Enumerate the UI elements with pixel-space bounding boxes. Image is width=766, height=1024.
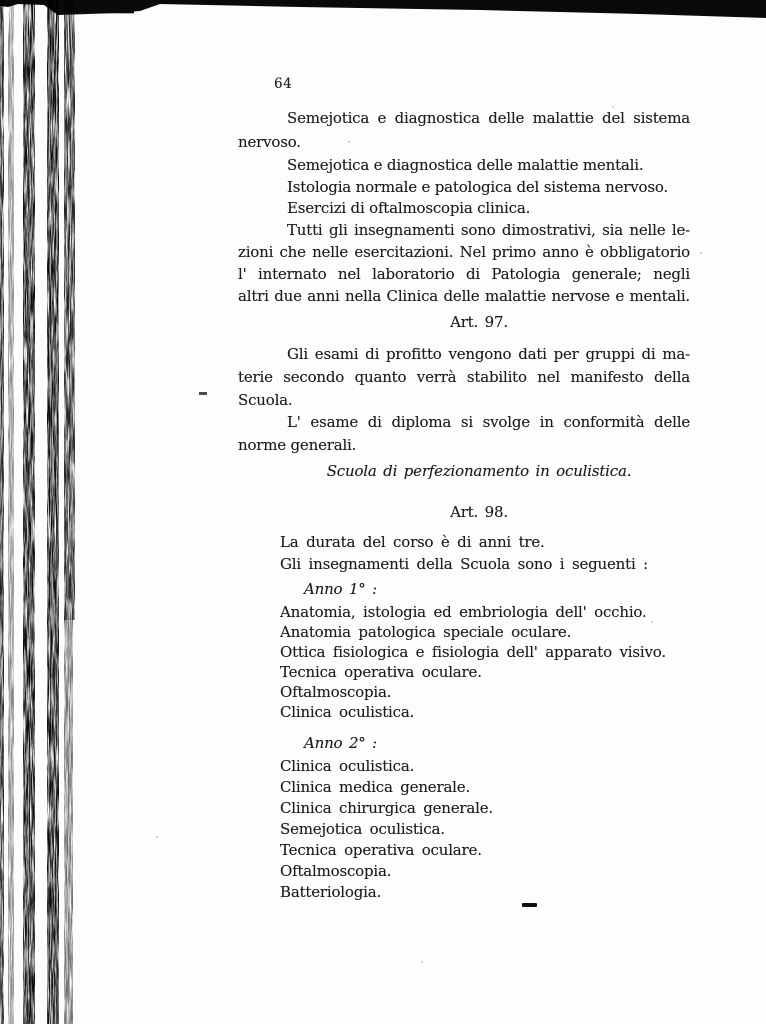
binding-streak (64, 0, 75, 620)
course-item: Ottica fisiologica e fisiologia dell' apparato visivo. (280, 643, 666, 661)
scan-top-edge-shadow (0, 0, 766, 26)
course-item: Clinica oculistica. (280, 703, 415, 721)
course-item: Tecnica operativa oculare. (280, 841, 482, 859)
course-item: Clinica oculistica. (280, 757, 415, 775)
binding-streak (64, 620, 73, 1024)
scan-speck (421, 961, 423, 963)
course-item: Batteriologia. (280, 883, 382, 901)
course-item: Oftalmoscopia. (280, 862, 392, 880)
section-heading-oculistica: Scuola di perfezionamento in oculistica. (326, 462, 632, 480)
year-1-label: Anno 1° : (304, 580, 378, 598)
stray-mark-dash (199, 392, 207, 395)
paragraph-line: Tutti gli insegnamenti sono dimostrativi, sia nelle le- (287, 221, 690, 239)
year-2-label: Anno 2° : (304, 734, 378, 752)
page-number: 64 (274, 76, 293, 92)
paragraph-line: zioni che nelle esercitazioni. Nel primo anno è obbligatorio (238, 243, 690, 261)
binding-gutter (0, 0, 95, 1024)
paragraph-line: terie secondo quanto verrà stabilito nel manifesto della (238, 368, 690, 386)
paragraph-line: nervoso. (238, 133, 301, 151)
course-item: Clinica chirurgica generale. (280, 799, 493, 817)
binding-streak (8, 0, 14, 1024)
scan-speck (348, 141, 350, 143)
course-item: Clinica medica generale. (280, 778, 471, 796)
article-heading-98: Art. 98. (450, 503, 508, 521)
paragraph-line: Istologia normale e patologica del sistema nervoso. (287, 178, 669, 196)
paragraph-line: Semejotica e diagnostica delle malattie del sistema (287, 109, 690, 127)
scan-speck (700, 252, 702, 254)
course-item: Tecnica operativa oculare. (280, 663, 482, 681)
course-item: Oftalmoscopia. (280, 683, 392, 701)
paragraph-line: L' esame di diploma si svolge in conformità delle (287, 413, 690, 431)
course-item: Anatomia patologica speciale oculare. (280, 623, 572, 641)
course-item: Semejotica oculistica. (280, 820, 445, 838)
paragraph-line: altri due anni nella Clinica delle malattie nervose e mentali. (238, 287, 690, 305)
scan-speck (612, 106, 614, 108)
article-heading-97: Art. 97. (450, 313, 508, 331)
paragraph-line: norme generali. (238, 436, 357, 454)
paragraph-line: Gli insegnamenti della Scuola sono i seguenti : (280, 555, 648, 573)
paragraph-line: Gli esami di profitto vengono dati per gruppi di ma- (287, 345, 690, 363)
course-item: Anatomia, istologia ed embriologia dell' occhio. (280, 603, 647, 621)
paragraph-line: La durata del corso è di anni tre. (280, 533, 545, 551)
paragraph-line: Esercizi di oftalmoscopia clinica. (287, 199, 531, 217)
paragraph-line: l' internato nel laboratorio di Patologia generale; negli (238, 265, 690, 283)
scan-speck (156, 836, 158, 838)
scan-speck (651, 621, 653, 623)
paragraph-line: Semejotica e diagnostica delle malattie mentali. (287, 156, 644, 174)
binding-streak (47, 0, 59, 1024)
binding-streak (0, 0, 4, 1024)
stray-mark-dash (522, 903, 537, 907)
paragraph-line: Scuola. (238, 391, 293, 409)
binding-streak (23, 0, 35, 1024)
